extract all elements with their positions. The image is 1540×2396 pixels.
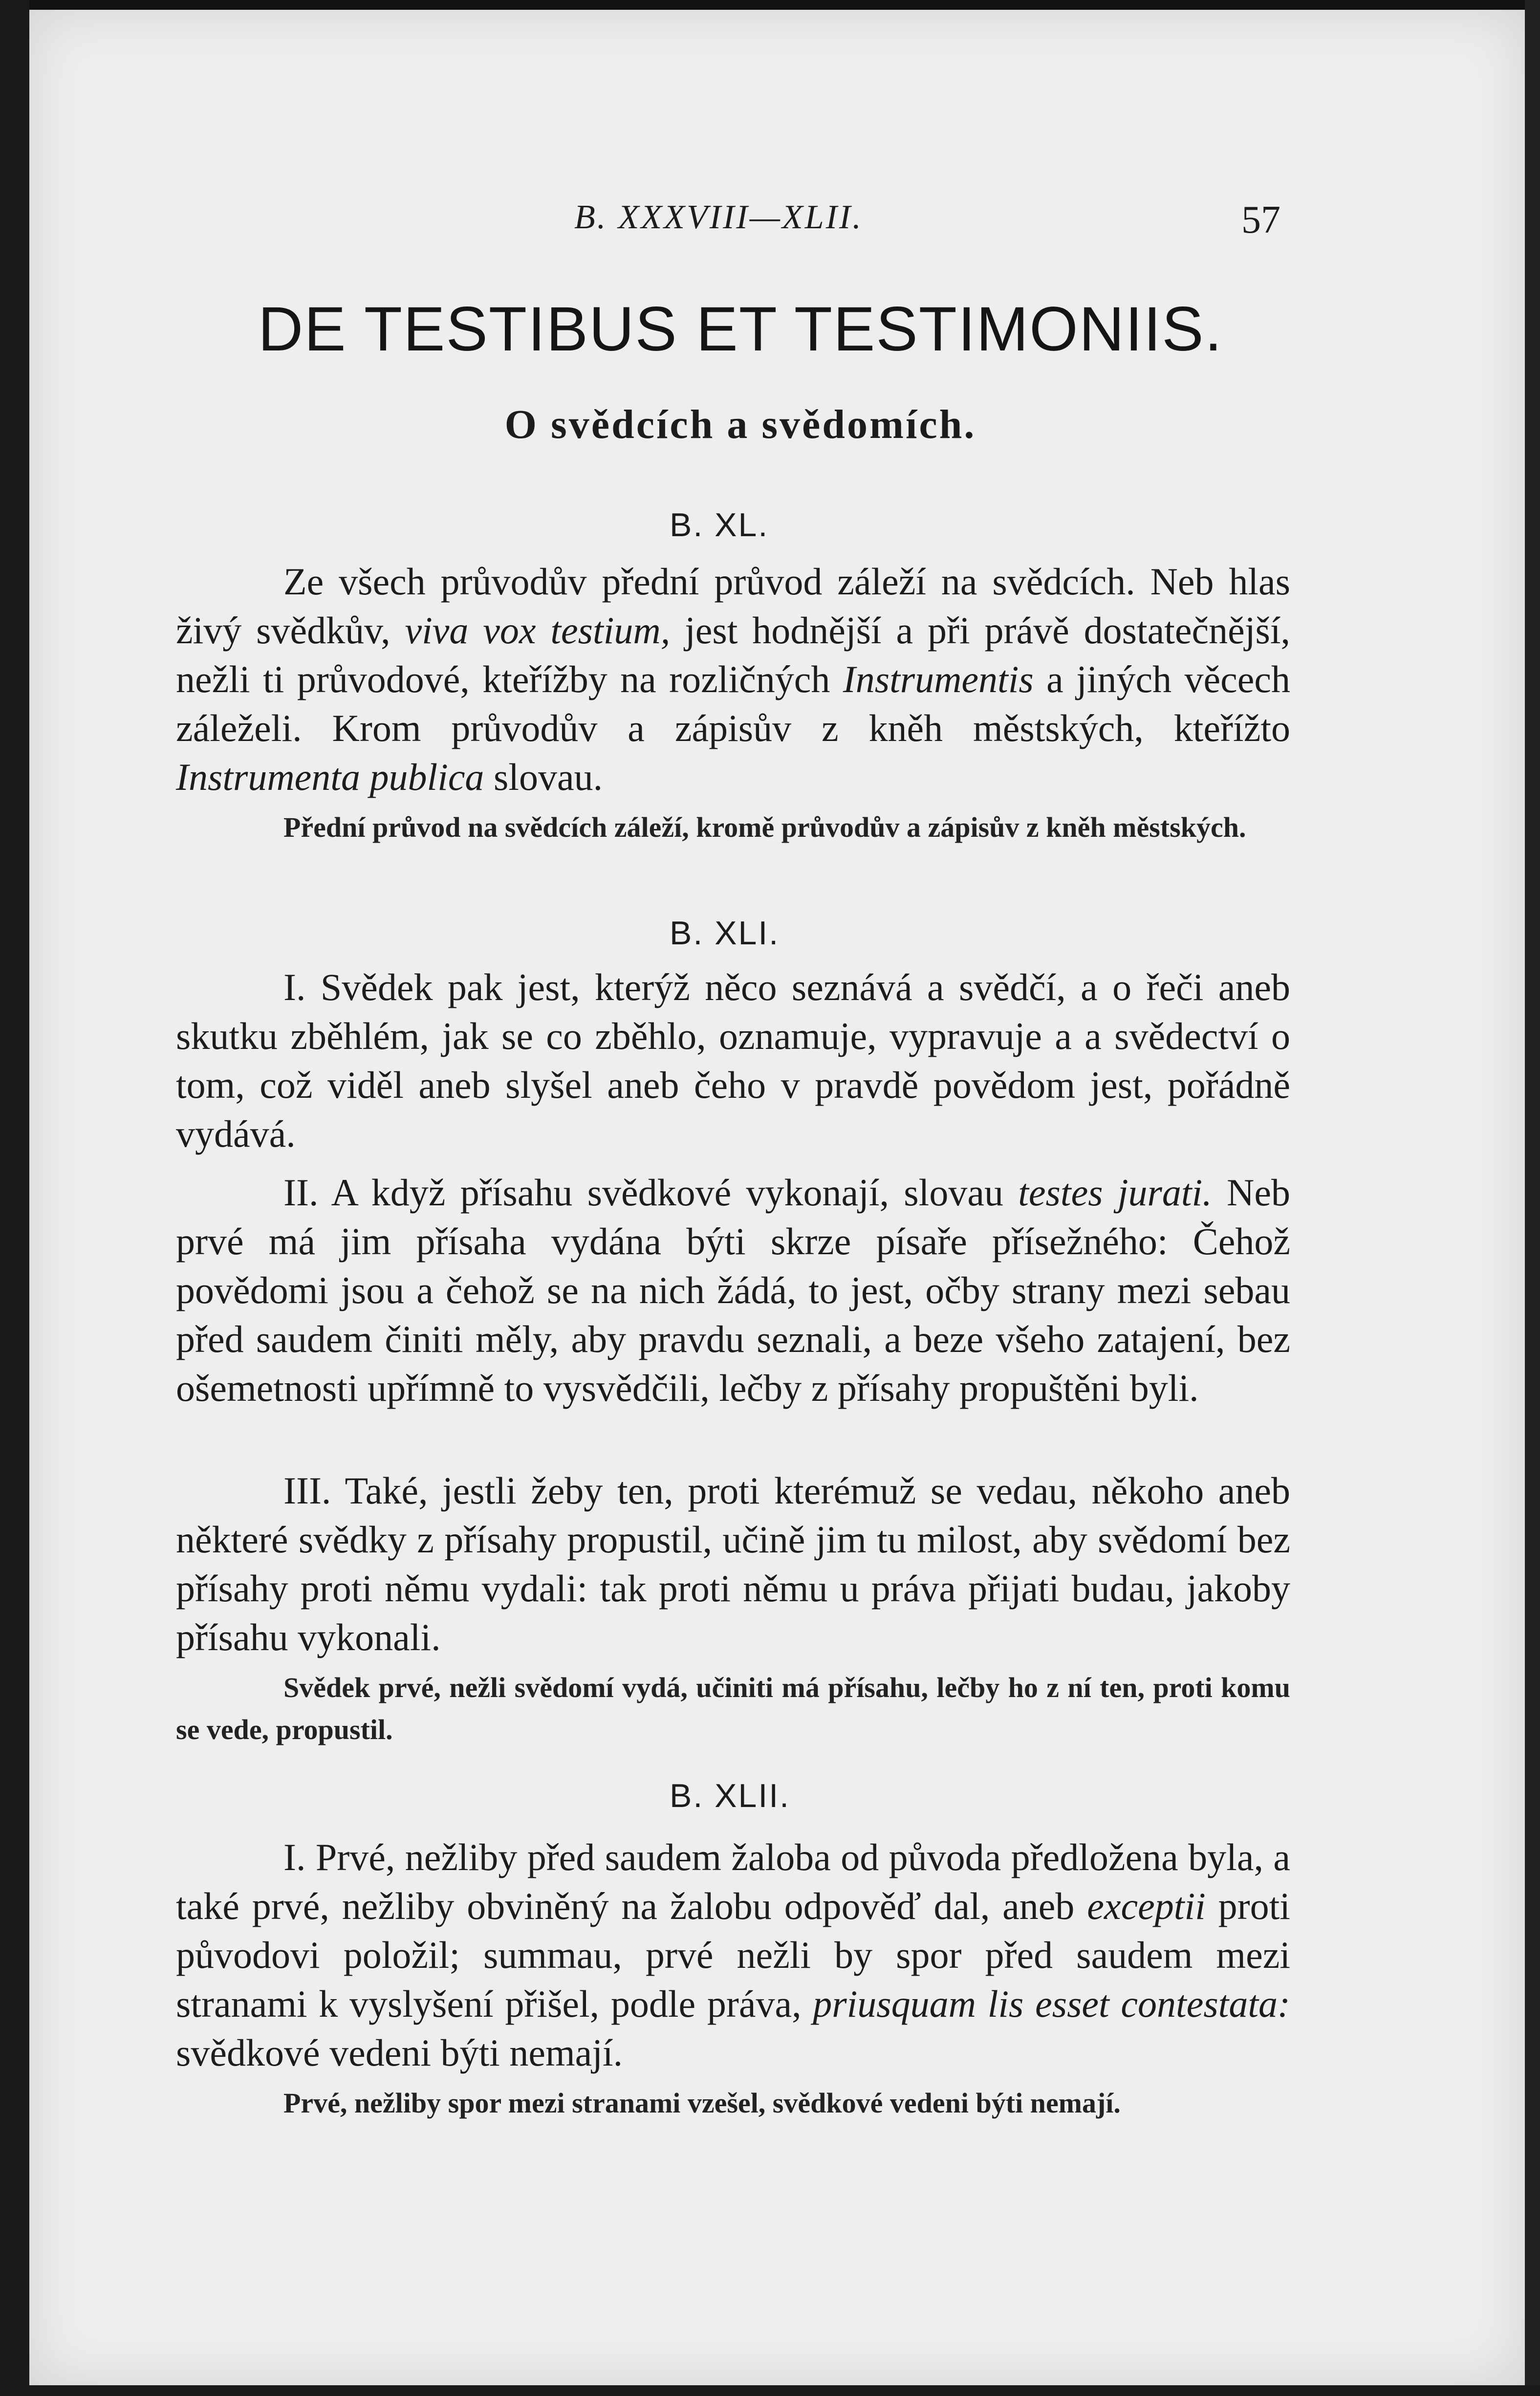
text-run: proti původovi položil; summau, prvé nežli by spor před saudem mezi stranami k vyslyšení přišel, podle práva, xyxy=(176,1885,1290,2025)
latin-phrase: Instrumentis xyxy=(843,658,1034,700)
latin-phrase: exceptii xyxy=(1087,1885,1206,1927)
summary-note-xl: Přední průvod na svědcích záleží, kromě průvodův a zápisův z kněh městských. xyxy=(283,811,1246,843)
paragraph-xli-2 xyxy=(176,1168,1290,1413)
section-heading-xl: B. XL. xyxy=(670,506,769,544)
summary-note-xlii: Prvé, nežliby spor mezi stranami vzešel, svědkové vedeni býti nemají. xyxy=(283,2087,1121,2119)
page-subtitle: O svědcích a svědomích. xyxy=(504,402,976,447)
paragraph-xli-3: III. Také, jestli žeby ten, proti kterémuž se vedau, někoho aneb některé svědky z přísahy propustil, učině jim tu milost, aby svědomí bez přísahy proti němu vydali: tak proti němu u práva přijati budau, jakoby přísahu vykonali. xyxy=(176,1469,1290,1658)
text-run: jest hodnější a při právě dostatečnější, nežli ti průvodové, kteřížby na rozličných xyxy=(176,609,1290,700)
text-run: Ze všech průvodův přední průvod záleží na svědcích. Neb hlas živý svědkův, xyxy=(176,560,1290,652)
section-heading-xlii: B. XLII. xyxy=(670,1777,790,1814)
latin-phrase: priusquam lis esset contestata: xyxy=(813,1982,1290,2025)
section-heading-xli: B. XLI. xyxy=(670,915,780,952)
paragraph-xl xyxy=(176,557,1290,802)
paragraph-xli-1: I. Svědek pak jest, kterýž něco seznává a svědčí, a o řeči aneb skutku zběhlém, jak se co zběhlo, oznamuje, vypravuje a a svědectví o tom, což viděl aneb slyšel aneb čeho v pravdě povědom jest, pořádně vydává. xyxy=(176,966,1290,1155)
text-run: I. Prvé, nežliby před saudem žaloba od původa předložena byla, a také prvé, nežliby obviněný na žalobu odpověď dal, aneb xyxy=(176,1836,1290,1927)
latin-phrase: testes jurati. xyxy=(1018,1171,1212,1214)
latin-phrase: viva vox testium, xyxy=(405,609,671,652)
text-run: slovau. xyxy=(484,756,603,798)
running-head: B. XXXVIII—XLII. xyxy=(574,198,863,236)
text-run: Neb prvé má jim přísaha vydána býti skrze písaře přísežného: Čehož povědomi jsou a čehož se na nich žádá, to jest, očby strany mezi sebau před saudem činiti měly, aby pravdu seznali, a beze všeho zatajení, bez ošemetnosti upřímně to vysvědčili, lečby z přísahy propuštěni byli. xyxy=(176,1171,1290,1409)
latin-phrase: Instrumenta publica xyxy=(176,756,484,798)
page-number: 57 xyxy=(1241,198,1280,241)
paragraph-xlii xyxy=(176,1833,1290,2077)
scan-border-bottom xyxy=(0,2385,1540,2396)
text-run: II. A když přísahu svědkové vykonají, slovau xyxy=(283,1171,1019,1214)
summary-note-xli: Svědek prvé, nežli svědomí vydá, učiniti má přísahu, lečby ho z ní ten, proti komu se vede, propustil. xyxy=(176,1672,1290,1745)
text-run: a jiných věcech záleželi. Krom průvodův a zápisův z kněh městských, kteřížto xyxy=(176,658,1290,749)
page-title: DE TESTIBUS ET TESTIMONIIS. xyxy=(258,294,1223,364)
scan-border-right xyxy=(1525,0,1540,2396)
text-run: svědkové vedeni býti nemají. xyxy=(176,2031,623,2074)
